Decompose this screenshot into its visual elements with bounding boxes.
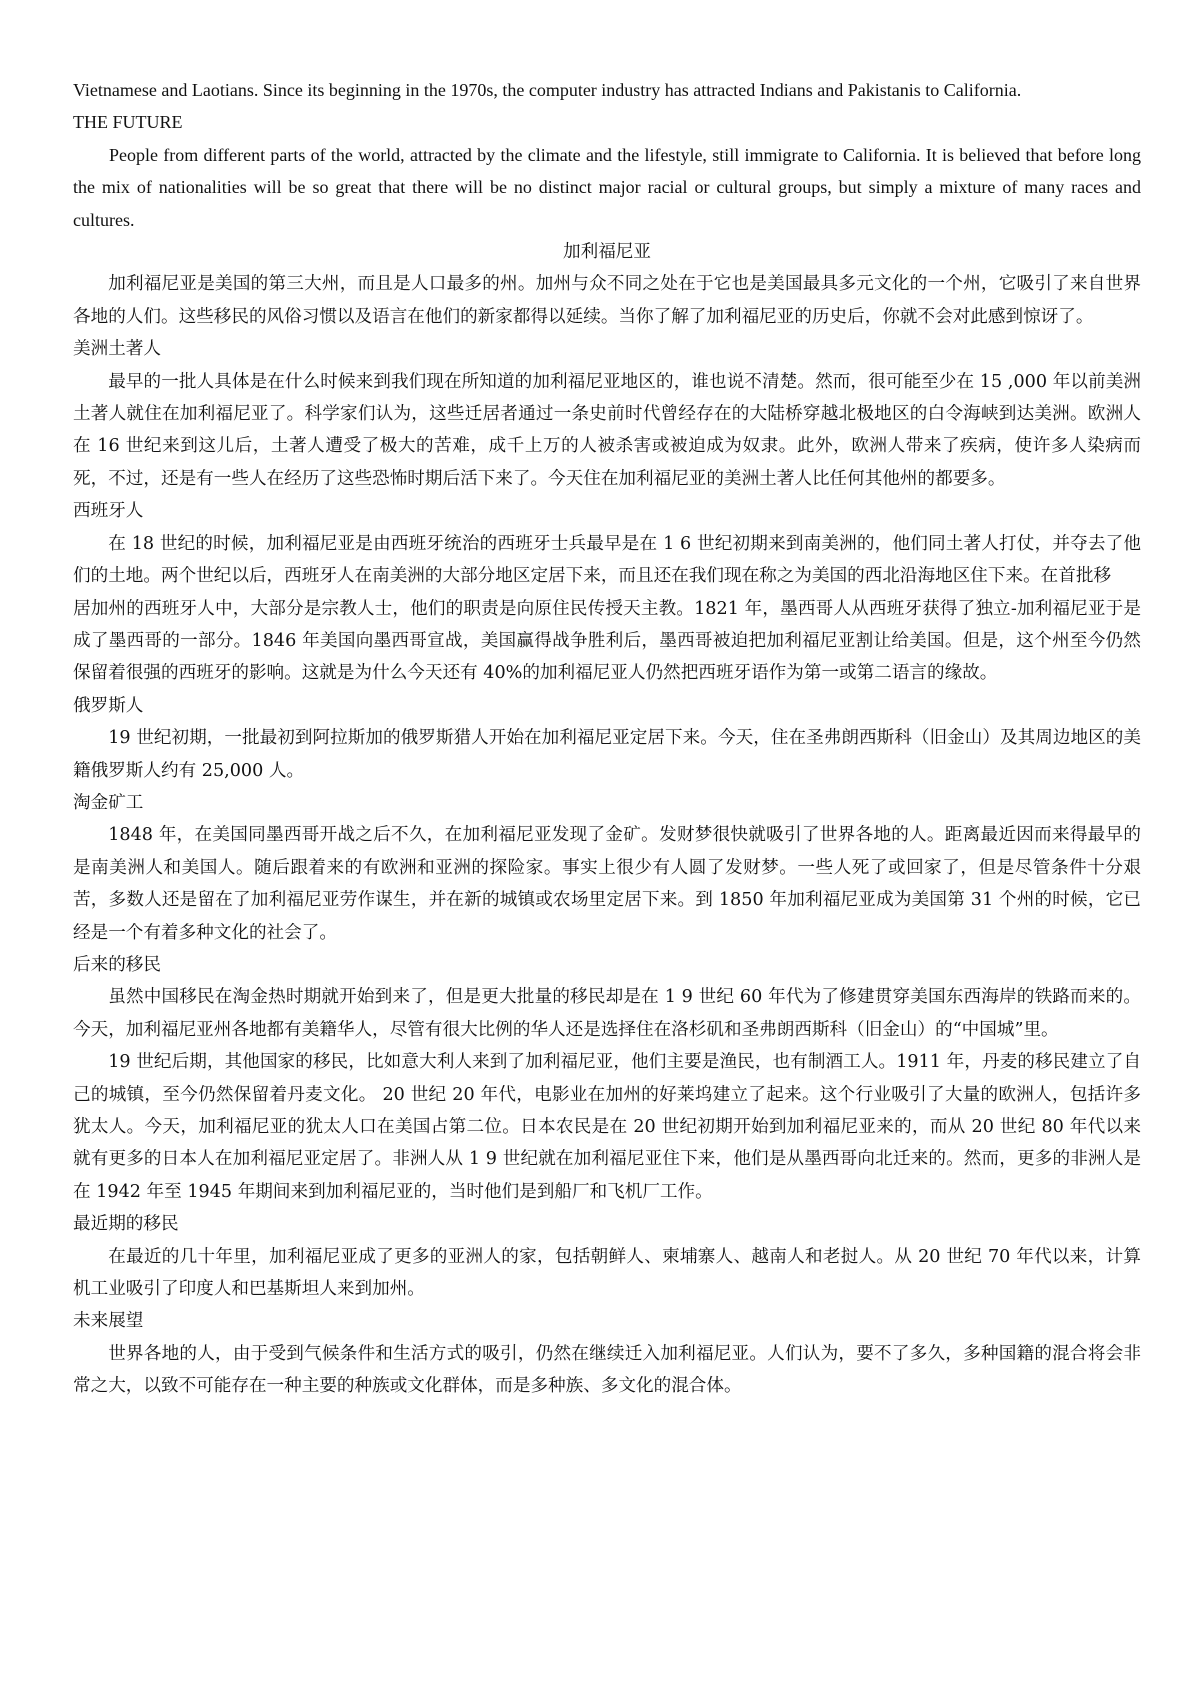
section-heading-gold-miners: 淘金矿工 xyxy=(73,792,144,813)
section-paragraph-later-immigrants-2: 19 世纪后期，其他国家的移民，比如意大利人来到了加利福尼亚，他们主要是渔民，也有制酒工人。1911 年，丹麦的移民建立了自己的城镇，至今仍然保留着丹麦文化。 20 世纪 20 年代，电影业在加州的好莱坞建立了起来。这个行业吸引了大量的欧洲人，包括许多犹太人。今天，加利福尼亚的犹太人口在美国占第二位。日本农民是在 20 世纪初期开始到加利福尼亚来的，而从 20 世纪 80 年代以来就有更多的日本人在加利福尼亚定居了。非洲人从 1 9 世纪就在加利福尼亚住下来，他们是从墨西哥向北迁来的。然而，更多的非洲人是在 1942 年至 1945 年期间来到加利福尼亚的，当时他们是到船厂和飞机厂工作。 xyxy=(73,1052,1141,1202)
section-paragraph-russians: 19 世纪初期，一批最初到阿拉斯加的俄罗斯猎人开始在加利福尼亚定居下来。今天，住在圣弗朗西斯科（旧金山）及其周边地区的美籍俄罗斯人约有 25,000 人。 xyxy=(73,728,1141,781)
section-paragraph-recent-immigrants: 在最近的几十年里，加利福尼亚成了更多的亚洲人的家，包括朝鲜人、柬埔寨人、越南人和老挝人。从 20 世纪 70 年代以来，计算机工业吸引了印度人和巴基斯坦人来到加州。 xyxy=(73,1246,1141,1300)
english-continuation-paragraph: Vietnamese and Laotians. Since its beginning in the 1970s, the computer industry has attracted Indians and Pakistanis to California. xyxy=(73,80,1022,100)
chinese-intro-paragraph: 加利福尼亚是美国的第三大州，而且是人口最多的州。加州与众不同之处在于它也是美国最具多元文化的一个州，它吸引了来自世界各地的人们。这些移民的风俗习惯以及语言在他们的新家都得以延续。当你了解了加利福尼亚的历史后，你就不会对此感到惊讶了。 xyxy=(73,274,1141,327)
english-future-heading: THE FUTURE xyxy=(73,112,183,133)
document-page xyxy=(73,74,1141,1403)
section-heading-future: 未来展望 xyxy=(73,1311,144,1332)
section-paragraph-later-immigrants-1: 虽然中国移民在淘金热时期就开始到来了，但是更大批量的移民却是在 1 9 世纪 60 年代为了修建贯穿美国东西海岸的铁路而来的。今天，加利福尼亚州各地都有美籍华人，尽管有很大比例的华人还是选择住在洛杉矶和圣弗朗西斯科（旧金山）的“中国城”里。 xyxy=(73,987,1141,1040)
chinese-title: 加利福尼亚 xyxy=(563,242,651,263)
section-heading-recent-immigrants: 最近期的移民 xyxy=(73,1214,179,1235)
section-heading-russians: 俄罗斯人 xyxy=(73,695,144,716)
english-future-paragraph: People from different parts of the world, attracted by the climate and the lifestyle, still immigrate to California. It is believed that before long the mix of nationalities will be so great that there will be no distinct major racial or cultural groups, but simply a mixture of many races and cultures. xyxy=(73,144,1141,230)
section-heading-native-americans: 美洲土著人 xyxy=(73,339,161,360)
section-paragraph-future: 世界各地的人，由于受到气候条件和生活方式的吸引，仍然在继续迁入加利福尼亚。人们认为，要不了多久，多种国籍的混合将会非常之大，以致不可能存在一种主要的种族或文化群体，而是多种族、多文化的混合体。 xyxy=(73,1343,1141,1397)
section-paragraph-gold-miners: 1848 年，在美国同墨西哥开战之后不久，在加利福尼亚发现了金矿。发财梦很快就吸引了世界各地的人。距离最近因而来得最早的是南美洲人和美国人。随后跟着来的有欧洲和亚洲的探险家。事实上很少有人圆了发财梦。一些人死了或回家了，但是尽管条件十分艰苦，多数人还是留在了加利福尼亚劳作谋生，并在新的城镇或农场里定居下来。到 1850 年加利福尼亚成为美国第 31 个州的时候，它已经是一个有着多种文化的社会了。 xyxy=(73,825,1141,943)
section-paragraph-spanish-continuation: 居加州的西班牙人中，大部分是宗教人士，他们的职责是向原住民传授天主教。1821 年，墨西哥人从西班牙获得了独立-加利福尼亚于是成了墨西哥的一部分。1846 年美国向墨西哥宣战，美国赢得战争胜利后，墨西哥被迫把加利福尼亚割让给美国。但是，这个州至今仍然保留着很强的西班牙的影响。这就是为什么今天还有 40%的加利福尼亚人仍然把西班牙语作为第一或第二语言的缘故。 xyxy=(73,598,1141,684)
section-heading-later-immigrants: 后来的移民 xyxy=(73,954,161,975)
section-paragraph-native-americans: 最早的一批人具体是在什么时候来到我们现在所知道的加利福尼亚地区的，谁也说不清楚。然而，很可能至少在 15 ,000 年以前美洲土著人就住在加利福尼亚了。科学家们认为，这些迁居者通过一条史前时代曾经存在的大陆桥穿越北极地区的白令海峡到达美洲。欧洲人在 16 世纪来到这儿后，土著人遭受了极大的苦难，成千上万的人被杀害或被迫成为奴隶。此外，欧洲人带来了疾病，使许多人染病而死，不过，还是有一些人在经历了这些恐怖时期后活下来了。今天住在加利福尼亚的美洲土著人比任何其他州的都要多。 xyxy=(73,371,1141,489)
section-paragraph-spanish: 在 18 世纪的时候，加利福尼亚是由西班牙统治的西班牙士兵最早是在 1 6 世纪初期来到南美洲的，他们同土著人打仗，并夺去了他们的土地。两个世纪以后，西班牙人在南美洲的大部分地区定居下来，而且还在我们现在称之为美国的西北沿海地区住下来。在首批移 xyxy=(73,533,1141,587)
section-heading-spanish: 西班牙人 xyxy=(73,501,144,522)
